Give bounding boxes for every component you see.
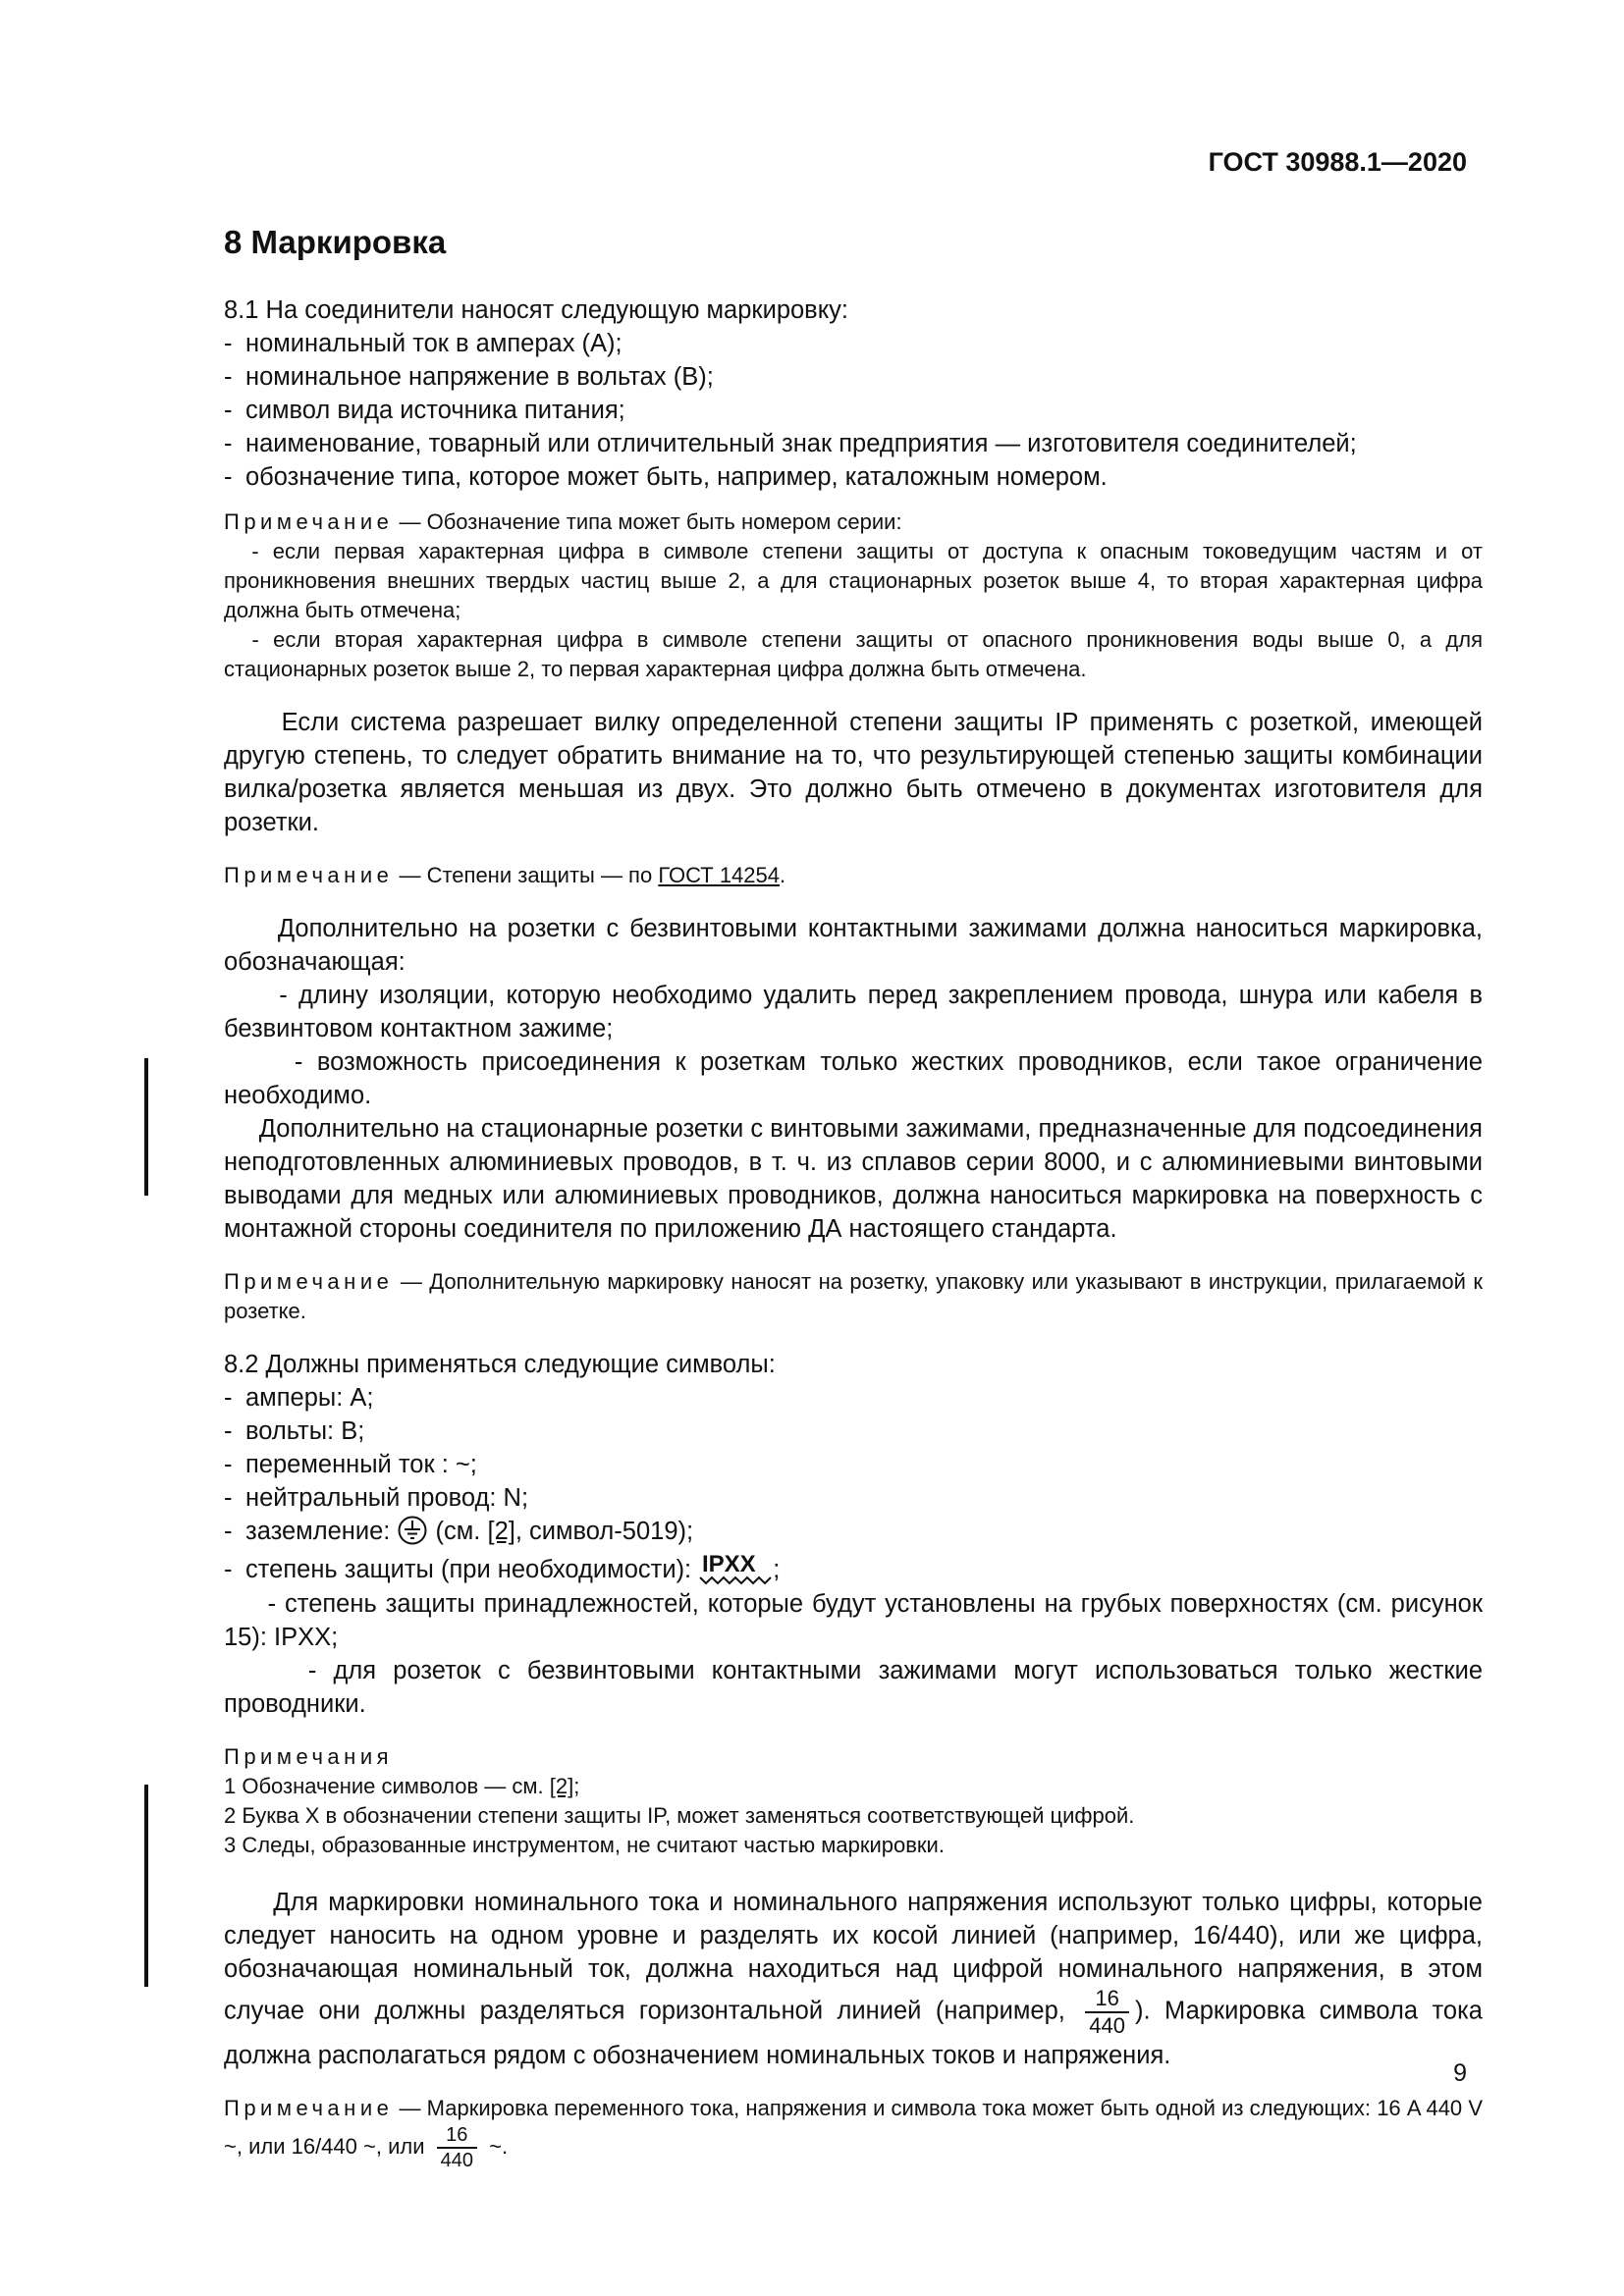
page-number: 9 [1453, 2059, 1467, 2087]
paragraph-aluminium: Дополнительно на стационарные розетки с винтовыми зажимами, предназначенные для подсоединения неподготовленных алюминиевых проводов, в т. ч. из сплавов серии 8000, и с алюминиевыми винтовыми выводами для медных или алюминиевых проводников, должна наноситься маркировка на поверхность с монтажной стороны соединителя по приложению ДА настоящего стандарта. [224, 1115, 1483, 1243]
change-bar [144, 1058, 148, 1196]
notes-heading: Примечания [224, 1744, 394, 1769]
paragraph-ip: Если система разрешает вилку определенной степени защиты IP применять с розеткой, имеющей другую степень, то следует обратить внимание на то, что результирующей степенью защиты комбинации вилка/розетка является меньшая из двух. Это должно быть отмечено в документах изготовителя для розетки. [224, 709, 1483, 836]
note-item: 1 Обозначение символов — см. [2]; [224, 1774, 580, 1798]
list-item: - степень защиты (при необходимости): IPXX ; [224, 1548, 1483, 1587]
reference-link[interactable]: [2] [549, 1774, 574, 1798]
note-item: - если вторая характерная цифра в символе степени защиты от опасного проникновения воды выше 0, а для стационарных розеток выше 2, то первая характерная цифра должна быть отмечена. [224, 627, 1483, 681]
list-item: - степень защиты принадлежностей, которые будут установлены на грубых поверхностях (см. рисунок 15): IPXX; [224, 1590, 1483, 1651]
clause-8-2-intro: 8.2 Должны применяться следующие символы: [224, 1351, 776, 1378]
ipxx-symbol-icon [698, 1548, 773, 1587]
section-title: 8 Маркировка [224, 224, 447, 260]
list-item: - амперы: А; [224, 1384, 374, 1412]
main-content [224, 221, 1483, 2172]
list-item: - наименование, товарный или отличительный знак предприятия — изготовителя соединителей; [224, 430, 1357, 457]
note: Примечание — Маркировка переменного тока, напряжения и символа тока может быть одной из следующих: 16 A 440 V ~, или 16/440 ~, или $\frac{16}{440}$ ~. [224, 2096, 1483, 2171]
paragraph-marking: Для маркировки номинального тока и номинального напряжения используют только цифры, которые следует наносить на одном уровне и разделять их косой линией (например, 16/440), или же цифра, обозначающая номинальный ток, должна находиться над цифрой номинального напряжения, в этом случае они должны разделяться горизонтальной линией (например, $\frac{16}{440}$ ). Маркировка символа тока должна располагаться рядом с обозначением номинальных токов и напряжения. [224, 1889, 1483, 2069]
gost-link[interactable]: ГОСТ 14254 [658, 863, 781, 887]
list-item: - длину изоляции, которую необходимо удалить перед закреплением провода, шнура или кабеля в безвинтовом контактном зажиме; [224, 982, 1483, 1042]
reference-link[interactable]: [2] [487, 1518, 515, 1545]
list-item: - нейтральный провод: N; [224, 1484, 529, 1512]
list-item: - номинальное напряжение в вольтах (В); [224, 363, 714, 391]
standard-number: ГОСТ 30988.1—2020 [1208, 147, 1467, 177]
paragraph-screwless: Дополнительно на розетки с безвинтовыми контактными зажимами должна наноситься маркировка, обозначающая: [224, 915, 1483, 976]
note: Примечание — Обозначение типа может быть номером серии: [224, 509, 902, 534]
note-item: - если первая характерная цифра в символе степени защиты от доступа к опасным токоведущим частям и от проникновения внешних твердых частиц выше 2, а для стационарных розеток выше 4, то вторая характерная цифра должна быть отмечена; [224, 539, 1483, 622]
list-item: - для розеток с безвинтовыми контактными зажимами могут использоваться только жесткие проводники. [224, 1657, 1484, 1718]
fraction: $\frac{16}{440}$ [1085, 1986, 1129, 2039]
note-item: 2 Буква X в обозначении степени защиты IP, может заменяться соответствующей цифрой. [224, 1803, 1135, 1828]
list-item: - вольты: В; [224, 1417, 365, 1445]
list-item: - возможность присоединения к розеткам только жестких проводников, если такое ограничение необходимо. [224, 1048, 1483, 1109]
list-item: - символ вида источника питания; [224, 397, 625, 424]
change-bar [144, 1785, 148, 1987]
note-item: 3 Следы, образованные инструментом, не считают частью маркировки. [224, 1833, 945, 1857]
clause-8-1-intro: 8.1 На соединители наносят следующую маркировку: [224, 296, 849, 324]
list-item: - заземление: (см. [2], символ-5019); [224, 1515, 1483, 1548]
list-item: - номинальный ток в амперах (А); [224, 330, 623, 357]
note: Примечание — Степени защиты — по ГОСТ 14254. [224, 863, 786, 887]
note: Примечание — Дополнительную маркировку наносят на розетку, упаковку или указывают в инструкции, прилагаемой к розетке. [224, 1269, 1483, 1323]
fraction: $\frac{16}{440}$ [437, 2123, 477, 2172]
list-item: - обозначение типа, которое может быть, например, каталожным номером. [224, 463, 1108, 491]
list-item: - переменный ток : ~; [224, 1451, 477, 1478]
svg-text:IPXX: IPXX [702, 1551, 756, 1577]
protective-earth-icon [397, 1515, 428, 1546]
